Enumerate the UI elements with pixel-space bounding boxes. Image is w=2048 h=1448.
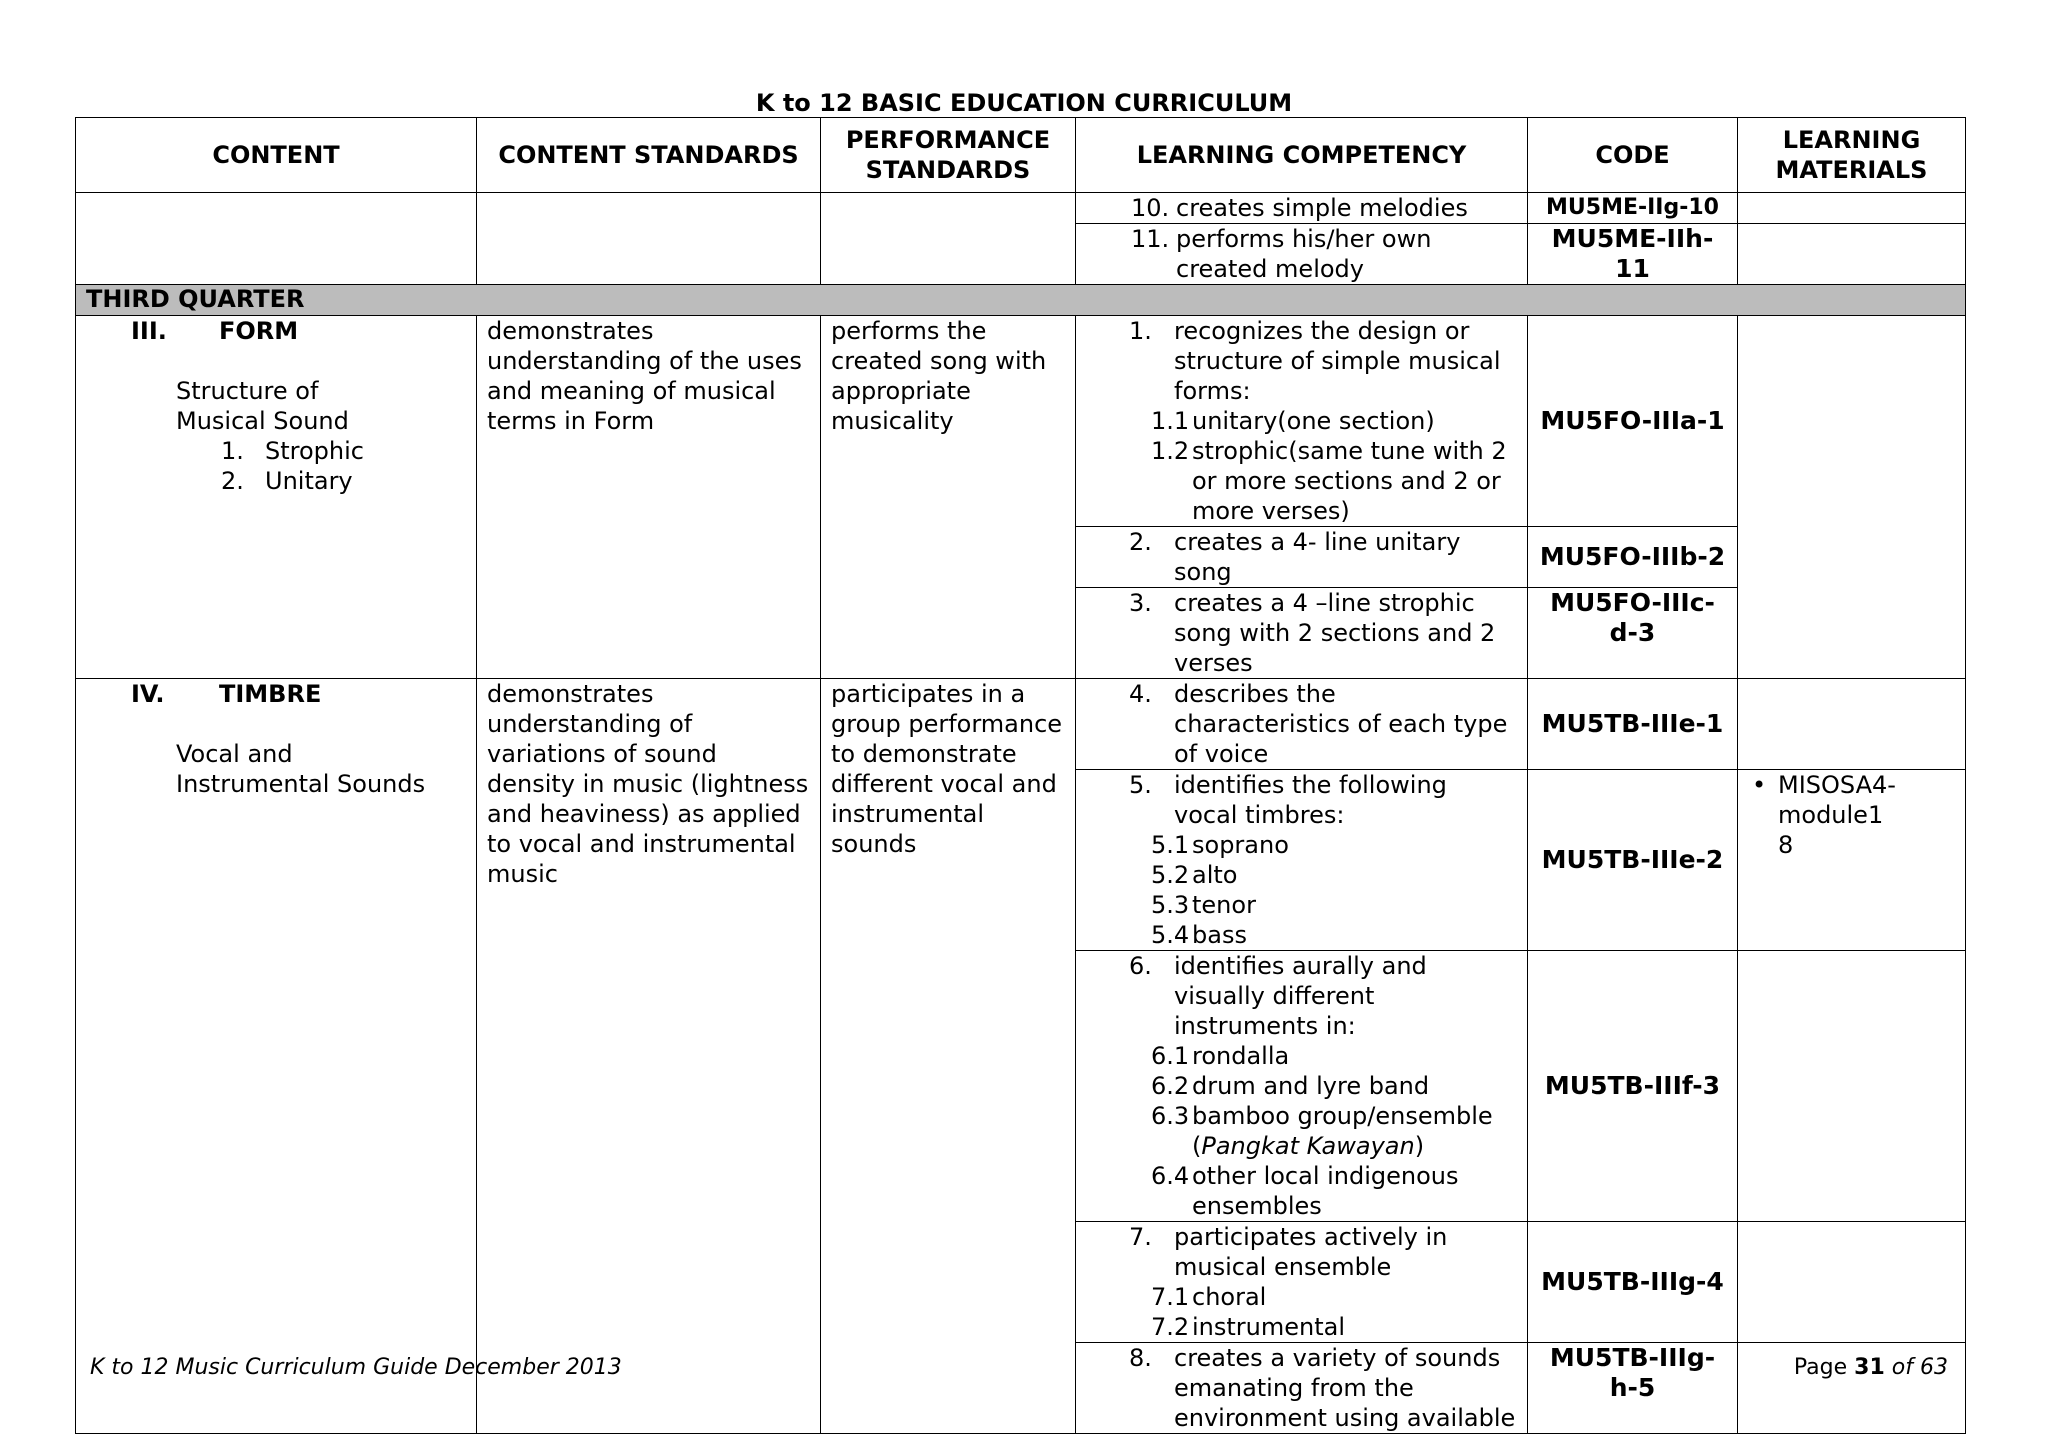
materials-cell — [1738, 224, 1966, 285]
code-cell: MU5TB-IIIe-1 — [1528, 679, 1738, 770]
empty-performance-cell — [821, 193, 1076, 285]
competency-cell: 6. identifies aurally and visually different instruments in: 6.1 rondalla 6.2 drum and lyre band 6.3 bamboo group/ensemble (Pangkat Kawayan) 6.4 other local indigenous ensembles — [1076, 951, 1528, 1222]
performance-standard-cell: participates in a group performance to demonstrate different vocal and instrumental sounds — [821, 679, 1076, 1434]
content-sub-list: 1. Strophic 2. Unitary — [221, 437, 364, 495]
header-learning-competency: LEARNING COMPETENCY — [1076, 118, 1528, 193]
competency-cell: 2. creates a 4- line unitary song — [1076, 527, 1528, 588]
content-standard-cell: demonstrates understanding of variations of sound density in music (lightness and heaviness) as applied to vocal and instrumental music — [477, 679, 821, 1434]
quarter-row — [76, 285, 1966, 316]
header-learning-materials: LEARNING MATERIALS — [1738, 118, 1966, 193]
code-cell: MU5FO-IIIa-1 — [1528, 316, 1738, 527]
code-cell: MU5ME-IIh-11 — [1528, 224, 1738, 285]
competency-cell: 5. identifies the following vocal timbres: 5.1 soprano 5.2 alto 5.3 tenor 5.4 bass — [1076, 770, 1528, 951]
code-cell: MU5TB-IIIf-3 — [1528, 951, 1738, 1222]
competency-cell: 3. creates a 4 –line strophic song with 2 sections and 2 verses — [1076, 588, 1528, 679]
empty-content-cell — [76, 193, 477, 285]
competency-cell: 10. creates simple melodies — [1076, 193, 1528, 224]
competency-cell: 4. describes the characteristics of each type of voice — [1076, 679, 1528, 770]
materials-cell — [1738, 679, 1966, 770]
section-title: FORM — [219, 317, 299, 345]
code-cell: MU5ME-IIg-10 — [1528, 193, 1738, 224]
code-cell: MU5TB-IIIe-2 — [1528, 770, 1738, 951]
materials-cell — [1738, 316, 1966, 679]
material-item: MISOSA4-module18 — [1778, 771, 1896, 859]
content-standard-cell: demonstrates understanding of the uses and meaning of musical terms in Form — [477, 316, 821, 679]
header-code: CODE — [1528, 118, 1738, 193]
header-row — [76, 118, 1966, 193]
content-subtitle: Structure of Musical Sound — [176, 377, 349, 435]
competency-cell: 7. participates actively in musical ensemble 7.1 choral 7.2 instrumental — [1076, 1222, 1528, 1343]
materials-cell — [1738, 770, 1966, 951]
code-cell: MU5FO-IIIb-2 — [1528, 527, 1738, 588]
empty-standards-cell — [477, 193, 821, 285]
competency-cell: 1. recognizes the design or structure of simple musical forms: 1.1 unitary(one section) 1.2 strophic(same tune with 2 or more sections and 2 or more verses) — [1076, 316, 1528, 527]
code-cell: MU5TB-IIIg-h-5 — [1528, 1343, 1738, 1434]
quarter-label: THIRD QUARTER — [76, 285, 1966, 316]
table-row — [76, 193, 1966, 224]
table-row — [76, 316, 1966, 527]
bullet-icon: • — [1752, 771, 1767, 799]
content-cell-timbre: IV. TIMBRE Vocal and Instrumental Sounds — [76, 679, 477, 1434]
header-performance-standards: PERFORMANCE STANDARDS — [821, 118, 1076, 193]
section-title: TIMBRE — [219, 680, 322, 708]
content-cell-form: III. FORM Structure of Musical Sound 1. Strophic 2. Unitary — [76, 316, 477, 679]
code-cell: MU5FO-IIIc-d-3 — [1528, 588, 1738, 679]
competency-cell: 11. performs his/her own created melody — [1076, 224, 1528, 285]
code-cell: MU5TB-IIIg-4 — [1528, 1222, 1738, 1343]
header-content-standards: CONTENT STANDARDS — [477, 118, 821, 193]
materials-cell — [1738, 193, 1966, 224]
curriculum-table — [75, 117, 1966, 1434]
materials-cell — [1738, 951, 1966, 1222]
footer-page-number: Page 31 of 63 — [1793, 1355, 1948, 1380]
materials-cell — [1738, 1222, 1966, 1343]
table-row — [76, 679, 1966, 770]
content-subtitle: Vocal and Instrumental Sounds — [176, 740, 426, 798]
competency-cell: 8. creates a variety of sounds emanating from the environment using available — [1076, 1343, 1528, 1434]
document-title: K to 12 BASIC EDUCATION CURRICULUM — [755, 89, 1293, 117]
performance-standard-cell: performs the created song with appropriate musicality — [821, 316, 1076, 679]
header-content: CONTENT — [76, 118, 477, 193]
footer-guide: K to 12 Music Curriculum Guide December 2013 — [90, 1355, 622, 1380]
